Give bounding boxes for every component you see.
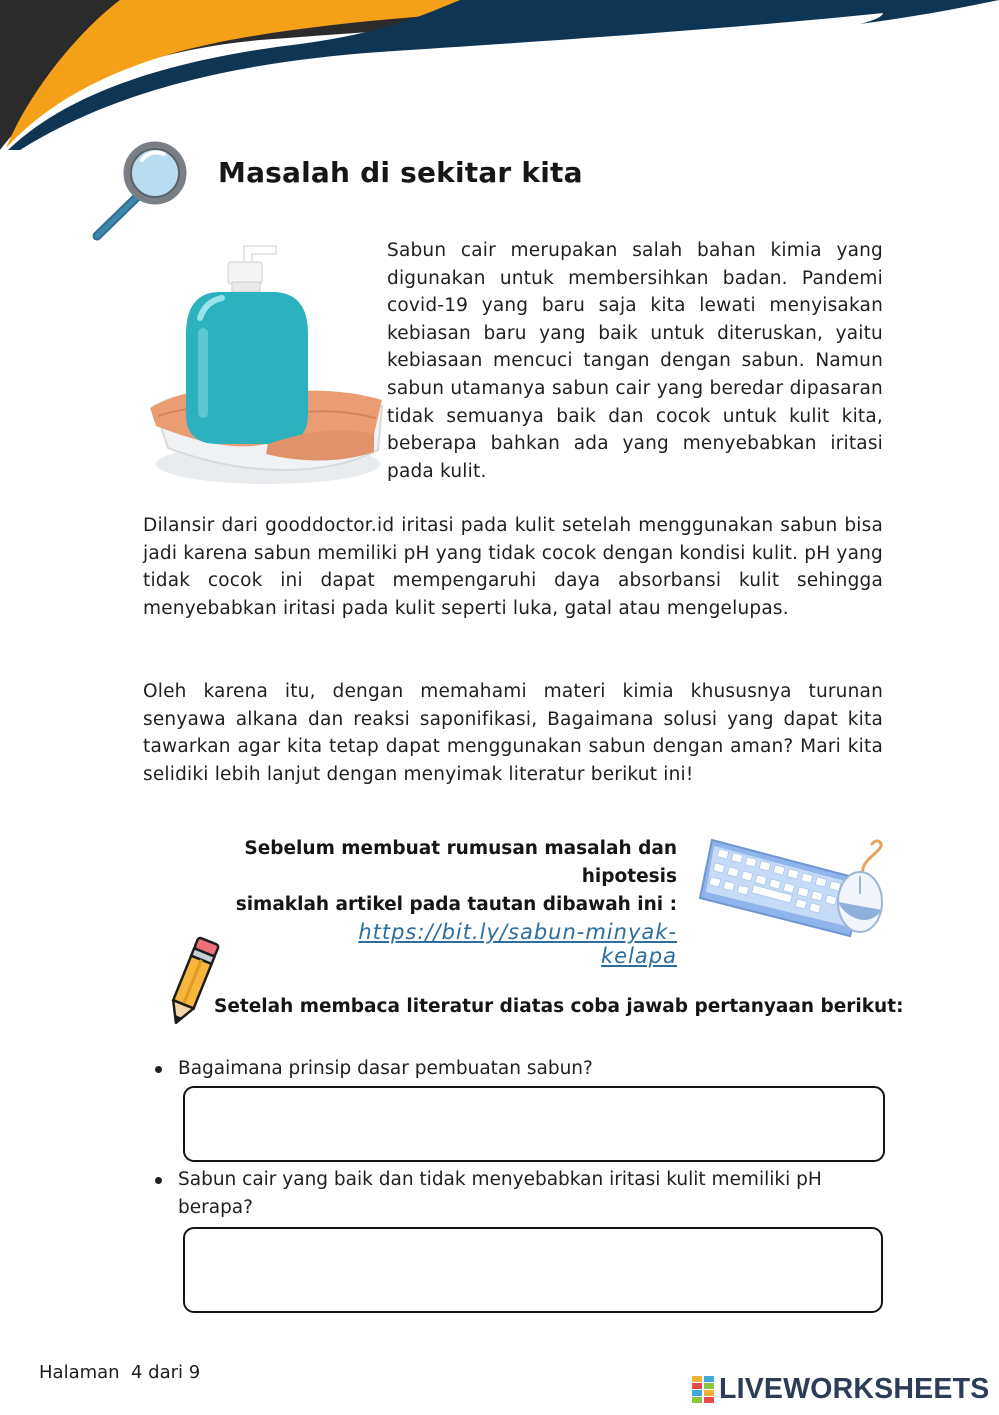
bullet-dot <box>155 1066 162 1073</box>
liveworksheets-logo[interactable] <box>692 1373 989 1406</box>
section-title: Masalah di sekitar kita <box>218 156 583 189</box>
source-paragraph: Dilansir dari gooddoctor.id iritasi pada kulit setelah menggunakan sabun bisa jadi karena sabun memiliki pH yang tidak cocok dengan kondisi kulit. pH yang tidak cocok ini dapat mempengaruhi daya absorbansi kulit sehingga menyebabkan iritasi pada kulit seperti luka, gatal atau mengelupas. <box>143 515 883 619</box>
question-instruction: Setelah membaca literatur diatas coba jawab pertanyaan berikut: <box>214 996 904 1017</box>
article-link[interactable]: https://bit.ly/sabun-minyak-kelapa <box>358 920 677 968</box>
question-2: Sabun cair yang baik dan tidak menyebabkan iritasi kulit memiliki pH berapa? <box>178 1169 822 1218</box>
magnifier-icon <box>92 140 194 242</box>
article-instruction <box>143 835 677 919</box>
liveworksheets-logo-icon <box>692 1376 714 1404</box>
soap-bottle-icon <box>148 238 384 488</box>
bullet-dot <box>155 1177 162 1184</box>
keyboard-mouse-icon <box>698 836 888 938</box>
closing-paragraph: Oleh karena itu, dengan memahami materi kimia khususnya turunan senyawa alkana dan reaksi saponifikasi, Bagaimana solusi yang dapat kita tawarkan agar kita tetap dapat menggunakan sabun dengan aman? Mari kita selidiki lebih lanjut dengan menyimak literatur berikut ini! <box>143 681 883 785</box>
answer-2-input[interactable] <box>183 1227 883 1313</box>
question-1: Bagaimana prinsip dasar pembuatan sabun? <box>178 1058 593 1079</box>
answer-1-input[interactable] <box>183 1086 885 1162</box>
brand-name: LIVEWORKSHEETS <box>719 1373 990 1405</box>
instruction-line-2: simaklah artikel pada tautan dibawah ini : <box>235 894 677 915</box>
instruction-line-1: Sebelum membuat rumusan masalah dan hipotesis <box>244 838 677 887</box>
header-wave-banner <box>0 0 999 160</box>
intro-paragraph: Sabun cair merupakan salah bahan kimia yang digunakan untuk membersihkan badan. Pandemi covid-19 yang baru saja kita lewati menyisakan kebiasan baru yang baik untuk diteruskan, yaitu kebiasaan mencuci tangan dengan sabun. Namun sabun utamanya sabun cair yang beredar dipasaran tidak semuanya baik dan cocok untuk kulit kita, beberapa bahkan ada yang menyebabkan iritasi pada kulit. <box>387 240 883 482</box>
page-number: Halaman 4 dari 9 <box>39 1362 201 1383</box>
